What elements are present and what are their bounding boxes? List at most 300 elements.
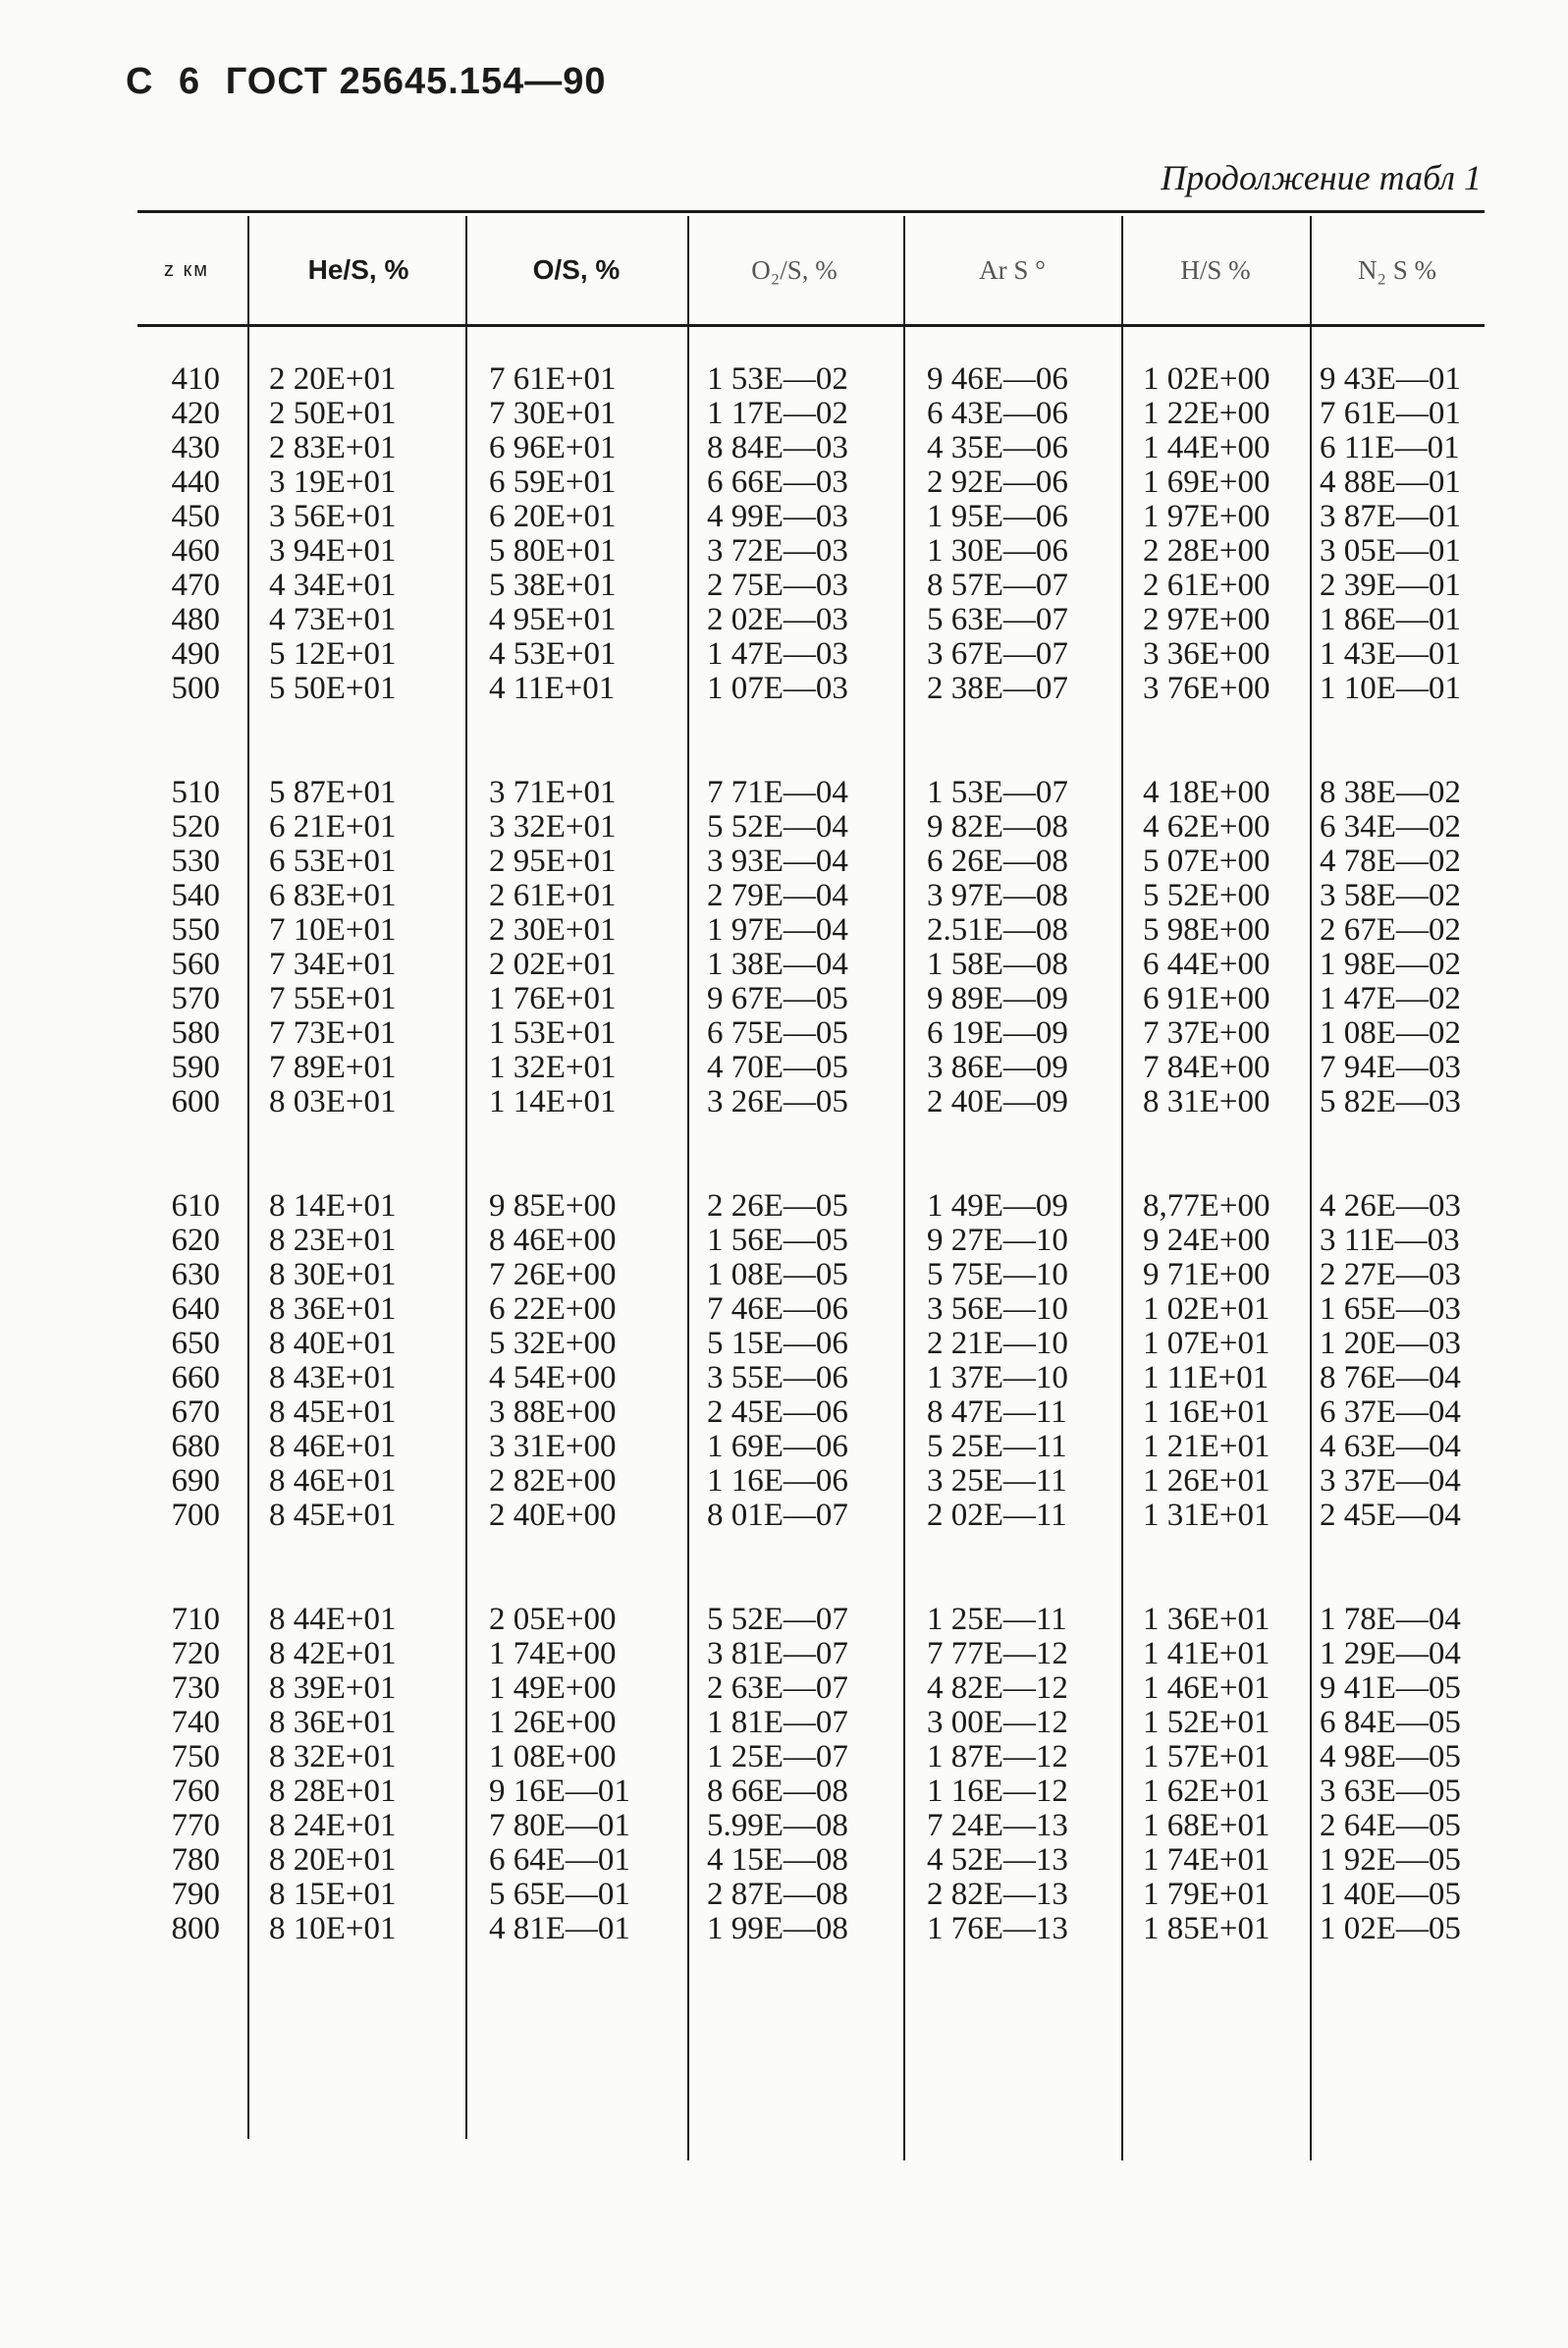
cell-ar-ratio: 4 35E—06: [927, 430, 1068, 465]
cell-n2-ratio: 1 43E—01: [1320, 636, 1461, 672]
cell-he-ratio: 8 23E+01: [269, 1223, 397, 1258]
cell-o-ratio: 1 49E+00: [489, 1670, 617, 1706]
cell-o2-ratio: 6 66E—03: [707, 464, 848, 500]
cell-altitude: 550: [171, 912, 220, 948]
cell-altitude: 530: [171, 844, 220, 879]
cell-n2-ratio: 9 43E—01: [1320, 361, 1461, 397]
cell-altitude: 630: [171, 1257, 220, 1292]
cell-ar-ratio: 1 37E—10: [927, 1360, 1068, 1395]
cell-o-ratio: 6 64E—01: [489, 1842, 630, 1878]
cell-o-ratio: 2 95E+01: [489, 844, 617, 879]
cell-h-ratio: 1 02E+01: [1143, 1291, 1271, 1327]
cell-ar-ratio: 1 76E—13: [927, 1911, 1068, 1946]
cell-h-ratio: 1 31E+01: [1143, 1498, 1271, 1533]
cell-ar-ratio: 3 86E—09: [927, 1050, 1068, 1085]
cell-o-ratio: 4 81E—01: [489, 1911, 630, 1946]
cell-altitude: 410: [171, 361, 220, 397]
cell-he-ratio: 7 89E+01: [269, 1050, 397, 1085]
table-row: [137, 1706, 1485, 1740]
cell-o2-ratio: 5 15E—06: [707, 1326, 848, 1361]
cell-altitude: 610: [171, 1188, 220, 1224]
cell-n2-ratio: 6 34E—02: [1320, 809, 1461, 845]
cell-o2-ratio: 4 99E—03: [707, 499, 848, 534]
table-block: [137, 1189, 1485, 1533]
cell-he-ratio: 8 24E+01: [269, 1808, 397, 1843]
cell-he-ratio: 7 34E+01: [269, 947, 397, 982]
table-row: [137, 1499, 1485, 1533]
cell-altitude: 440: [171, 464, 220, 500]
cell-h-ratio: 3 36E+00: [1143, 636, 1271, 672]
cell-h-ratio: 1 97E+00: [1143, 499, 1271, 534]
page-number: 6: [179, 61, 201, 102]
cell-n2-ratio: 2 27E—03: [1320, 1257, 1461, 1292]
col-header-ar: Ar S °: [979, 254, 1046, 285]
cell-o-ratio: 1 53E+01: [489, 1015, 617, 1051]
cell-h-ratio: 5 07E+00: [1143, 844, 1271, 879]
cell-altitude: 500: [171, 671, 220, 706]
table-row: [137, 397, 1485, 431]
table-row: [137, 1671, 1485, 1706]
cell-he-ratio: 8 46E+01: [269, 1429, 397, 1464]
cell-he-ratio: 2 50E+01: [269, 396, 397, 431]
table-row: [137, 1740, 1485, 1775]
cell-o-ratio: 1 14E+01: [489, 1084, 617, 1119]
cell-n2-ratio: 1 65E—03: [1320, 1291, 1461, 1327]
cell-he-ratio: 2 20E+01: [269, 361, 397, 397]
cell-he-ratio: 3 19E+01: [269, 464, 397, 500]
cell-altitude: 670: [171, 1394, 220, 1430]
standard-code: ГОСТ 25645.154—90: [225, 61, 607, 102]
cell-he-ratio: 8 40E+01: [269, 1326, 397, 1361]
cell-o2-ratio: 1 99E—08: [707, 1911, 848, 1946]
cell-o2-ratio: 1 97E—04: [707, 912, 848, 948]
cell-o2-ratio: 2 45E—06: [707, 1394, 848, 1430]
page-header: [126, 61, 620, 103]
cell-altitude: 520: [171, 809, 220, 845]
cell-n2-ratio: 1 92E—05: [1320, 1842, 1461, 1878]
cell-altitude: 800: [171, 1911, 220, 1946]
cell-n2-ratio: 1 78E—04: [1320, 1602, 1461, 1637]
cell-h-ratio: 1 62E+01: [1143, 1774, 1271, 1809]
cell-altitude: 510: [171, 775, 220, 810]
cell-ar-ratio: 6 26E—08: [927, 844, 1068, 879]
cell-o2-ratio: 8 66E—08: [707, 1774, 848, 1809]
cell-o2-ratio: 1 17E—02: [707, 396, 848, 431]
cell-o-ratio: 4 95E+01: [489, 602, 617, 637]
cell-o-ratio: 7 80E—01: [489, 1808, 630, 1843]
cell-o2-ratio: 1 56E—05: [707, 1223, 848, 1258]
cell-n2-ratio: 3 11E—03: [1320, 1223, 1460, 1258]
cell-o-ratio: 7 30E+01: [489, 396, 617, 431]
cell-o2-ratio: 1 25E—07: [707, 1739, 848, 1775]
table-block: [137, 1603, 1485, 1946]
cell-o-ratio: 9 85E+00: [489, 1188, 617, 1224]
cell-ar-ratio: 1 25E—11: [927, 1602, 1067, 1637]
continuation-label: Продолжение табл 1: [1161, 158, 1482, 197]
cell-ar-ratio: 1 95E—06: [927, 499, 1068, 534]
cell-o-ratio: 8 46E+00: [489, 1223, 617, 1258]
cell-altitude: 480: [171, 602, 220, 637]
cell-altitude: 780: [171, 1842, 220, 1878]
cell-h-ratio: 1 36E+01: [1143, 1602, 1271, 1637]
cell-he-ratio: 2 83E+01: [269, 430, 397, 465]
cell-o-ratio: 6 59E+01: [489, 464, 617, 500]
cell-h-ratio: 1 85E+01: [1143, 1911, 1271, 1946]
cell-altitude: 430: [171, 430, 220, 465]
cell-n2-ratio: 3 37E—04: [1320, 1463, 1461, 1499]
cell-h-ratio: 5 98E+00: [1143, 912, 1271, 948]
cell-h-ratio: 7 37E+00: [1143, 1015, 1271, 1051]
cell-o2-ratio: 2 02E—03: [707, 602, 848, 637]
cell-ar-ratio: 3 25E—11: [927, 1463, 1067, 1499]
table-row: [137, 1016, 1485, 1051]
cell-altitude: 790: [171, 1877, 220, 1912]
cell-o-ratio: 5 65E—01: [489, 1877, 630, 1912]
cell-n2-ratio: 8 76E—04: [1320, 1360, 1461, 1395]
cell-o-ratio: 1 08E+00: [489, 1739, 617, 1775]
table-row: [137, 1051, 1485, 1085]
cell-o2-ratio: 5 52E—07: [707, 1602, 848, 1637]
cell-altitude: 730: [171, 1670, 220, 1706]
cell-h-ratio: 6 91E+00: [1143, 981, 1271, 1016]
cell-he-ratio: 5 12E+01: [269, 636, 397, 672]
table-row: [137, 1603, 1485, 1637]
cell-h-ratio: 1 41E+01: [1143, 1636, 1271, 1671]
cell-ar-ratio: 4 52E—13: [927, 1842, 1068, 1878]
cell-ar-ratio: 6 19E—09: [927, 1015, 1068, 1051]
cell-n2-ratio: 4 78E—02: [1320, 844, 1461, 879]
cell-h-ratio: 9 71E+00: [1143, 1257, 1271, 1292]
col-header-z: z км: [163, 258, 210, 281]
cell-he-ratio: 8 32E+01: [269, 1739, 397, 1775]
cell-o-ratio: 1 32E+01: [489, 1050, 617, 1085]
cell-n2-ratio: 4 63E—04: [1320, 1429, 1461, 1464]
cell-ar-ratio: 9 89E—09: [927, 981, 1068, 1016]
col-header-o: O/S, %: [532, 254, 621, 285]
cell-o2-ratio: 5.99E—08: [707, 1808, 848, 1843]
cell-o-ratio: 5 80E+01: [489, 533, 617, 569]
cell-he-ratio: 3 56E+01: [269, 499, 397, 534]
cell-altitude: 600: [171, 1084, 220, 1119]
cell-o-ratio: 5 32E+00: [489, 1326, 617, 1361]
table-row: [137, 1189, 1485, 1224]
cell-h-ratio: 8 31E+00: [1143, 1084, 1271, 1119]
cell-o2-ratio: 5 52E—04: [707, 809, 848, 845]
cell-o2-ratio: 1 53E—02: [707, 361, 848, 397]
cell-altitude: 470: [171, 568, 220, 603]
table-top-rule: [137, 210, 1485, 213]
cell-n2-ratio: 3 87E—01: [1320, 499, 1461, 534]
cell-o-ratio: 1 74E+00: [489, 1636, 617, 1671]
table-row: [137, 1430, 1485, 1464]
cell-o2-ratio: 3 55E—06: [707, 1360, 848, 1395]
cell-o-ratio: 2 05E+00: [489, 1602, 617, 1637]
table-block: [137, 362, 1485, 706]
cell-o-ratio: 2 40E+00: [489, 1498, 617, 1533]
data-table: [137, 210, 1485, 2159]
cell-he-ratio: 4 34E+01: [269, 568, 397, 603]
cell-o-ratio: 7 26E+00: [489, 1257, 617, 1292]
cell-o2-ratio: 1 07E—03: [707, 671, 848, 706]
cell-he-ratio: 8 45E+01: [269, 1394, 397, 1430]
cell-ar-ratio: 2 40E—09: [927, 1084, 1068, 1119]
cell-n2-ratio: 6 84E—05: [1320, 1705, 1461, 1740]
cell-n2-ratio: 2 64E—05: [1320, 1808, 1461, 1843]
cell-ar-ratio: 6 43E—06: [927, 396, 1068, 431]
cell-o2-ratio: 3 81E—07: [707, 1636, 848, 1671]
cell-o-ratio: 9 16E—01: [489, 1774, 630, 1809]
cell-he-ratio: 6 83E+01: [269, 878, 397, 913]
cell-he-ratio: 8 28E+01: [269, 1774, 397, 1809]
cell-n2-ratio: 2 67E—02: [1320, 912, 1461, 948]
cell-n2-ratio: 5 82E—03: [1320, 1084, 1461, 1119]
cell-altitude: 720: [171, 1636, 220, 1671]
cell-he-ratio: 8 45E+01: [269, 1498, 397, 1533]
table-row: [137, 913, 1485, 948]
cell-o2-ratio: 4 70E—05: [707, 1050, 848, 1085]
cell-he-ratio: 7 55E+01: [269, 981, 397, 1016]
cell-h-ratio: 2 28E+00: [1143, 533, 1271, 569]
cell-ar-ratio: 5 25E—11: [927, 1429, 1067, 1464]
cell-o2-ratio: 6 75E—05: [707, 1015, 848, 1051]
cell-o2-ratio: 9 67E—05: [707, 981, 848, 1016]
cell-o2-ratio: 1 81E—07: [707, 1705, 848, 1740]
cell-he-ratio: 8 39E+01: [269, 1670, 397, 1706]
cell-altitude: 570: [171, 981, 220, 1016]
table-row: [137, 982, 1485, 1016]
cell-n2-ratio: 1 47E—02: [1320, 981, 1461, 1016]
cell-he-ratio: 8 30E+01: [269, 1257, 397, 1292]
cell-he-ratio: 7 10E+01: [269, 912, 397, 948]
cell-he-ratio: 5 87E+01: [269, 775, 397, 810]
cell-n2-ratio: 4 26E—03: [1320, 1188, 1461, 1224]
table-row: [137, 362, 1485, 397]
cell-h-ratio: 6 44E+00: [1143, 947, 1271, 982]
cell-he-ratio: 8 03E+01: [269, 1084, 397, 1119]
cell-n2-ratio: 2 39E—01: [1320, 568, 1461, 603]
col-header-o2: O₂/S, %: [751, 254, 838, 285]
cell-h-ratio: 4 18E+00: [1143, 775, 1271, 810]
cell-n2-ratio: 1 86E—01: [1320, 602, 1461, 637]
cell-o2-ratio: 4 15E—08: [707, 1842, 848, 1878]
cell-o2-ratio: 3 72E—03: [707, 533, 848, 569]
table-row: [137, 1878, 1485, 1912]
cell-o2-ratio: 1 16E—06: [707, 1463, 848, 1499]
cell-ar-ratio: 1 87E—12: [927, 1739, 1068, 1775]
cell-ar-ratio: 7 77E—12: [927, 1636, 1068, 1671]
cell-o-ratio: 2 82E+00: [489, 1463, 617, 1499]
cell-ar-ratio: 5 63E—07: [927, 602, 1068, 637]
cell-h-ratio: 1 69E+00: [1143, 464, 1271, 500]
table-row: [137, 603, 1485, 637]
cell-altitude: 650: [171, 1326, 220, 1361]
table-row: [137, 637, 1485, 672]
page-ref: С: [126, 61, 154, 102]
cell-ar-ratio: 2 38E—07: [927, 671, 1068, 706]
cell-o2-ratio: 1 08E—05: [707, 1257, 848, 1292]
cell-he-ratio: 8 36E+01: [269, 1705, 397, 1740]
cell-altitude: 580: [171, 1015, 220, 1051]
cell-o-ratio: 6 22E+00: [489, 1291, 617, 1327]
cell-n2-ratio: 1 10E—01: [1320, 671, 1461, 706]
table-row: [137, 672, 1485, 706]
table-block: [137, 776, 1485, 1119]
cell-altitude: 560: [171, 947, 220, 982]
cell-h-ratio: 4 62E+00: [1143, 809, 1271, 845]
cell-he-ratio: 7 73E+01: [269, 1015, 397, 1051]
cell-o2-ratio: 1 38E—04: [707, 947, 848, 982]
cell-ar-ratio: 9 82E—08: [927, 809, 1068, 845]
cell-n2-ratio: 1 98E—02: [1320, 947, 1461, 982]
cell-altitude: 750: [171, 1739, 220, 1775]
cell-altitude: 710: [171, 1602, 220, 1637]
cell-h-ratio: 1 57E+01: [1143, 1739, 1271, 1775]
cell-h-ratio: 2 97E+00: [1143, 602, 1271, 637]
cell-he-ratio: 8 14E+01: [269, 1188, 397, 1224]
table-row: [137, 1775, 1485, 1809]
col-header-h: H/S %: [1180, 254, 1251, 285]
cell-o-ratio: 1 76E+01: [489, 981, 617, 1016]
cell-ar-ratio: 3 67E—07: [927, 636, 1068, 672]
cell-n2-ratio: 7 61E—01: [1320, 396, 1461, 431]
table-row: [137, 431, 1485, 465]
cell-ar-ratio: 1 53E—07: [927, 775, 1068, 810]
cell-o2-ratio: 2 87E—08: [707, 1877, 848, 1912]
cell-he-ratio: 8 10E+01: [269, 1911, 397, 1946]
cell-ar-ratio: 2.51E—08: [927, 912, 1068, 948]
cell-n2-ratio: 8 38E—02: [1320, 775, 1461, 810]
cell-o2-ratio: 2 26E—05: [707, 1188, 848, 1224]
cell-o-ratio: 7 61E+01: [489, 361, 617, 397]
cell-o2-ratio: 2 79E—04: [707, 878, 848, 913]
cell-altitude: 680: [171, 1429, 220, 1464]
table-row: [137, 534, 1485, 569]
table-row: [137, 1258, 1485, 1292]
cell-o-ratio: 6 20E+01: [489, 499, 617, 534]
cell-n2-ratio: 4 88E—01: [1320, 464, 1461, 500]
cell-he-ratio: 5 50E+01: [269, 671, 397, 706]
cell-h-ratio: 1 07E+01: [1143, 1326, 1271, 1361]
table-row: [137, 1912, 1485, 1946]
cell-n2-ratio: 3 63E—05: [1320, 1774, 1461, 1809]
cell-ar-ratio: 9 27E—10: [927, 1223, 1068, 1258]
table-row: [137, 500, 1485, 534]
table-row: [137, 776, 1485, 810]
cell-he-ratio: 8 15E+01: [269, 1877, 397, 1912]
cell-h-ratio: 1 16E+01: [1143, 1394, 1271, 1430]
cell-o-ratio: 1 26E+00: [489, 1705, 617, 1740]
cell-altitude: 620: [171, 1223, 220, 1258]
cell-h-ratio: 1 11E+01: [1143, 1360, 1270, 1395]
cell-ar-ratio: 2 92E—06: [927, 464, 1068, 500]
cell-n2-ratio: 1 20E—03: [1320, 1326, 1461, 1361]
cell-h-ratio: 7 84E+00: [1143, 1050, 1271, 1085]
cell-ar-ratio: 1 49E—09: [927, 1188, 1068, 1224]
table-row: [137, 1085, 1485, 1119]
cell-n2-ratio: 6 11E—01: [1320, 430, 1460, 465]
cell-altitude: 450: [171, 499, 220, 534]
cell-h-ratio: 2 61E+00: [1143, 568, 1271, 603]
cell-altitude: 770: [171, 1808, 220, 1843]
cell-altitude: 640: [171, 1291, 220, 1327]
table-row: [137, 810, 1485, 845]
table-row: [137, 845, 1485, 879]
cell-n2-ratio: 1 08E—02: [1320, 1015, 1461, 1051]
cell-ar-ratio: 2 82E—13: [927, 1877, 1068, 1912]
cell-o2-ratio: 1 47E—03: [707, 636, 848, 672]
col-header-n2: N₂ S %: [1358, 254, 1436, 285]
table-row: [137, 1843, 1485, 1878]
cell-n2-ratio: 1 02E—05: [1320, 1911, 1461, 1946]
cell-o-ratio: 3 88E+00: [489, 1394, 617, 1430]
cell-ar-ratio: 1 58E—08: [927, 947, 1068, 982]
cell-ar-ratio: 7 24E—13: [927, 1808, 1068, 1843]
cell-ar-ratio: 2 21E—10: [927, 1326, 1068, 1361]
header-bottom-rule: [137, 324, 1485, 327]
cell-h-ratio: 1 21E+01: [1143, 1429, 1271, 1464]
cell-o2-ratio: 7 46E—06: [707, 1291, 848, 1327]
cell-ar-ratio: 5 75E—10: [927, 1257, 1068, 1292]
cell-h-ratio: 1 46E+01: [1143, 1670, 1271, 1706]
cell-altitude: 700: [171, 1498, 220, 1533]
cell-o-ratio: 2 02E+01: [489, 947, 617, 982]
cell-h-ratio: 1 68E+01: [1143, 1808, 1271, 1843]
cell-h-ratio: 1 26E+01: [1143, 1463, 1271, 1499]
cell-h-ratio: 9 24E+00: [1143, 1223, 1271, 1258]
cell-he-ratio: 3 94E+01: [269, 533, 397, 569]
cell-ar-ratio: 1 16E—12: [927, 1774, 1068, 1809]
col-header-he: He/S, %: [307, 254, 409, 285]
cell-h-ratio: 8,77E+00: [1143, 1188, 1271, 1224]
cell-ar-ratio: 3 00E—12: [927, 1705, 1068, 1740]
cell-h-ratio: 1 02E+00: [1143, 361, 1271, 397]
cell-ar-ratio: 4 82E—12: [927, 1670, 1068, 1706]
cell-ar-ratio: 8 47E—11: [927, 1394, 1067, 1430]
table-row: [137, 1292, 1485, 1327]
cell-he-ratio: 6 21E+01: [269, 809, 397, 845]
table-row: [137, 1395, 1485, 1430]
cell-o-ratio: 6 96E+01: [489, 430, 617, 465]
cell-o2-ratio: 8 84E—03: [707, 430, 848, 465]
table-row: [137, 569, 1485, 603]
cell-o2-ratio: 2 75E—03: [707, 568, 848, 603]
cell-o-ratio: 4 53E+01: [489, 636, 617, 672]
table-row: [137, 1224, 1485, 1258]
cell-h-ratio: 3 76E+00: [1143, 671, 1271, 706]
table-row: [137, 948, 1485, 982]
cell-h-ratio: 1 44E+00: [1143, 430, 1271, 465]
cell-o-ratio: 3 71E+01: [489, 775, 617, 810]
table-row: [137, 1464, 1485, 1499]
cell-h-ratio: 1 22E+00: [1143, 396, 1271, 431]
cell-ar-ratio: 1 30E—06: [927, 533, 1068, 569]
cell-n2-ratio: 9 41E—05: [1320, 1670, 1461, 1706]
cell-ar-ratio: 8 57E—07: [927, 568, 1068, 603]
cell-ar-ratio: 2 02E—11: [927, 1498, 1067, 1533]
cell-n2-ratio: 6 37E—04: [1320, 1394, 1461, 1430]
cell-n2-ratio: 4 98E—05: [1320, 1739, 1461, 1775]
table-row: [137, 1327, 1485, 1361]
cell-altitude: 490: [171, 636, 220, 672]
cell-n2-ratio: 1 29E—04: [1320, 1636, 1461, 1671]
cell-o-ratio: 3 32E+01: [489, 809, 617, 845]
cell-altitude: 420: [171, 396, 220, 431]
table-row: [137, 1361, 1485, 1395]
cell-o2-ratio: 1 69E—06: [707, 1429, 848, 1464]
cell-ar-ratio: 9 46E—06: [927, 361, 1068, 397]
cell-altitude: 690: [171, 1463, 220, 1499]
cell-h-ratio: 1 74E+01: [1143, 1842, 1271, 1878]
